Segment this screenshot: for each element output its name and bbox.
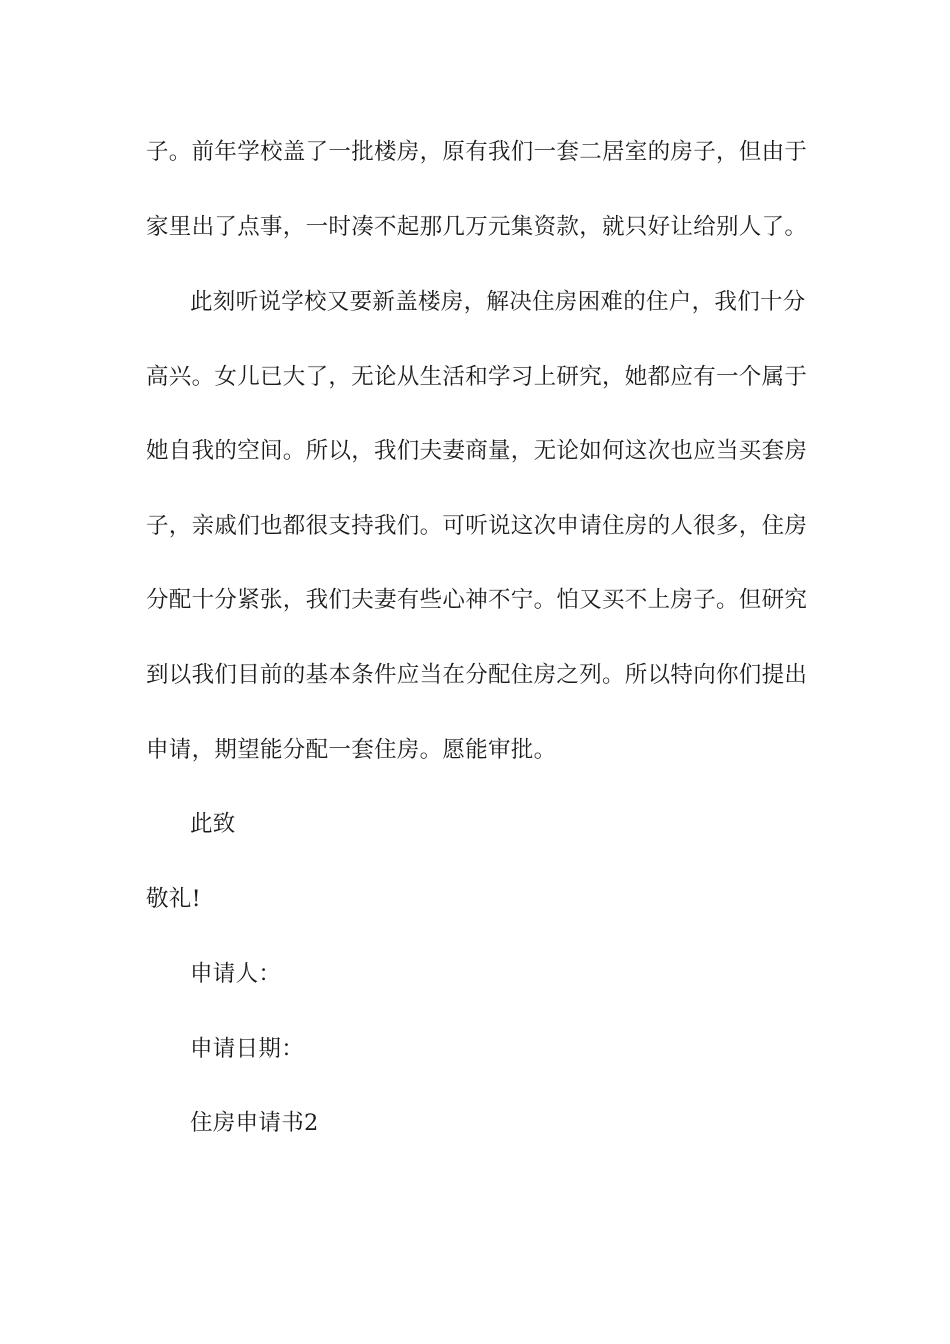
body-line-5: 她自我的空间。所以，我们夫妻商量，无论如何这次也应当买套房 <box>146 438 808 464</box>
body-line-2: 家里出了点事，一时凑不起那几万元集资款，就只好让给别人了。 <box>146 214 808 240</box>
body-line-6: 子，亲戚们也都很支持我们。可听说这次申请住房的人很多，住房 <box>146 513 808 539</box>
body-line-7: 分配十分紧张，我们夫妻有些心神不宁。怕又买不上房子。但研究 <box>146 587 808 613</box>
next-section-title: 住房申请书2 <box>190 1110 319 1136</box>
body-line-3: 此刻听说学校又要新盖楼房，解决住房困难的住户，我们十分 <box>190 289 806 315</box>
salute-text: 敬礼! <box>146 886 201 912</box>
applicant-label: 申请人： <box>190 961 282 987</box>
body-line-9: 申请，期望能分配一套住房。愿能审批。 <box>146 737 557 763</box>
closing-text: 此致 <box>190 811 236 837</box>
date-label: 申请日期： <box>190 1036 305 1062</box>
body-line-1: 子。前年学校盖了一批楼房，原有我们一套二居室的房子，但由于 <box>146 139 808 165</box>
body-line-4: 高兴。女儿已大了，无论从生活和学习上研究，她都应有一个属于 <box>146 364 808 390</box>
body-line-8: 到以我们目前的基本条件应当在分配住房之列。所以特向你们提出 <box>146 662 808 688</box>
